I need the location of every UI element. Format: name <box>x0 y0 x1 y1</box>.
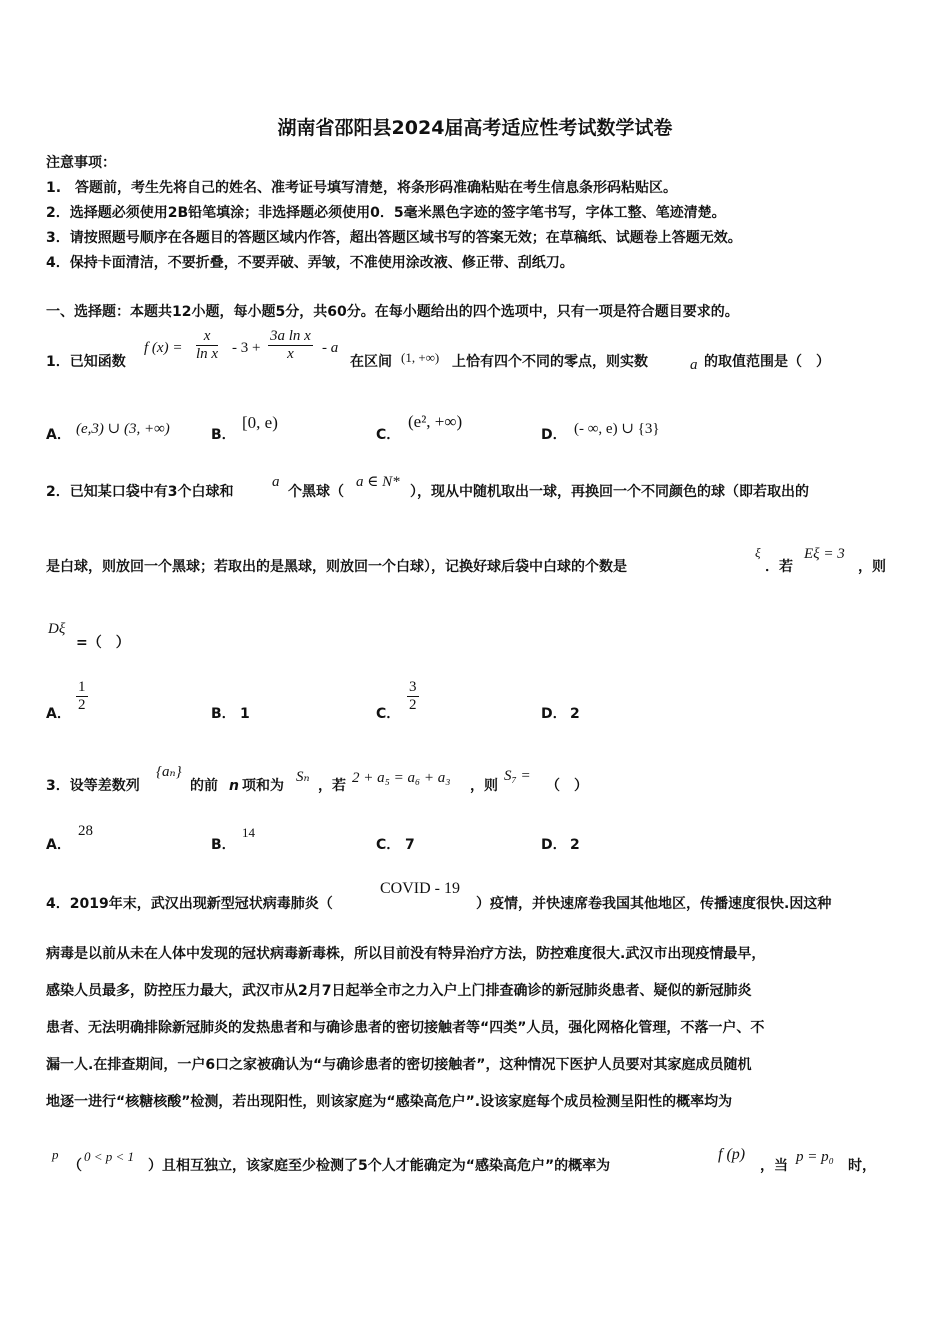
q3-prefix: 3．设等差数列 <box>46 778 140 794</box>
q2-dxi: Dξ <box>48 621 66 637</box>
q2-cond: a ∈ N* <box>356 474 400 490</box>
q4-p0: p = p₀ <box>796 1149 834 1165</box>
q2-option-a-num: 1 <box>78 679 86 695</box>
q2-option-c-num: 3 <box>409 679 417 695</box>
q1-tail: - a <box>322 340 339 356</box>
q4-line-6: 地逐一进行“核糖核酸”检测，若出现阳性，则该家庭为“感染高危户”.设该家庭每个成员检测呈阳性的概率均为 <box>46 1094 733 1110</box>
q4-p: p <box>52 1147 59 1162</box>
q2-option-b: 1 <box>240 706 250 722</box>
q2-option-d-label: D． <box>541 706 567 722</box>
q1-mid: - 3 + <box>232 340 261 356</box>
q4-line1-a: 4．2019年末，武汉出现新型冠状病毒肺炎（ <box>46 896 333 912</box>
notice-heading: 注意事项： <box>46 155 116 171</box>
q3-sn: Sₙ <box>296 769 310 785</box>
notice-item-4: 4．保持卡面清洁，不要折叠，不要弄破、弄皱，不准使用涂改液、修正带、刮纸刀。 <box>46 255 574 271</box>
q2-option-b-label: B． <box>211 706 236 722</box>
q2-line3: =（ ） <box>76 635 130 651</box>
q2-option-d: 2 <box>570 706 580 722</box>
q4-line7-a: ）且相互独立，该家庭至少检测了5个人才能确定为“感染高危户”的概率为 <box>148 1158 611 1174</box>
q3-option-a-label: A． <box>46 837 71 853</box>
q3-text4: ，若 <box>318 778 346 794</box>
q2-xi: ξ <box>755 545 761 560</box>
q1-frac1-den: ln x <box>196 346 219 362</box>
q3-text3: 项和为 <box>242 778 284 794</box>
q1-option-a-label: A． <box>46 427 71 443</box>
q3-text5: ，则 <box>470 778 498 794</box>
q3-option-b-label: B． <box>211 837 236 853</box>
q2-option-a <box>76 679 88 714</box>
q1-fx: f (x) = <box>144 340 183 356</box>
q1-frac1 <box>196 328 218 363</box>
q2-option-a-den: 2 <box>78 697 86 713</box>
q2-line1-b: 个黑球（ <box>288 484 344 500</box>
q4-line-2: 病毒是以前从未在人体中发现的冠状病毒新毒株，所以目前没有特异治疗方法，防控难度很大.武汉市出现疫情最早， <box>46 946 766 962</box>
q2-line1-a: 2．已知某口袋中有3个白球和 <box>46 484 234 500</box>
q1-frac1-num: x <box>196 328 218 346</box>
q3-option-b: 14 <box>242 825 255 840</box>
q1-text2: 在区间 <box>350 354 392 370</box>
notice-item-1: 1. 答题前，考生先将自己的姓名、准考证号填写清楚，将条形码准确粘贴在考生信息条形码粘贴区。 <box>46 180 678 196</box>
q4-line-3: 感染人员最多，防控压力最大，武汉市从2月7日起举全市之力入户上门排查确诊的新冠肺炎患者、疑似的新冠肺炎 <box>46 983 752 999</box>
q3-n: n <box>229 778 239 794</box>
q2-line2-c: ，则 <box>858 559 886 575</box>
section-heading: 一、选择题：本题共12小题，每小题5分，共60分。在每小题给出的四个选项中，只有一项是符合题目要求的。 <box>46 304 739 320</box>
q3-text6: （ ） <box>546 778 588 794</box>
q1-frac2-den: x <box>287 346 294 362</box>
q3-option-d: 2 <box>570 837 580 853</box>
q3-eq: 2 + a₅ = a₆ + a₃ <box>352 770 451 786</box>
page-title: 湖南省邵阳县2024届高考适应性考试数学试卷 <box>277 117 673 139</box>
q3-option-c: 7 <box>405 837 415 853</box>
q3-option-a: 28 <box>78 823 93 839</box>
q1-option-c: (e², +∞) <box>408 412 463 431</box>
q2-option-c-den: 2 <box>409 697 417 713</box>
q4-line7-b: ，当 <box>760 1158 788 1174</box>
q1-option-b: [0, e) <box>242 413 278 432</box>
q1-option-a: (e,3) ∪ (3, +∞) <box>76 421 170 437</box>
q2-line2-b: ．若 <box>765 559 793 575</box>
q1-option-b-label: B． <box>211 427 236 443</box>
q2-line2-a: 是白球，则放回一个黑球；若取出的是黑球，则放回一个白球），记换好球后袋中白球的个数是 <box>46 559 627 575</box>
q1-option-c-label: C． <box>376 427 401 443</box>
q1-var: a <box>690 357 698 373</box>
q4-fp: f (p) <box>718 1146 746 1163</box>
q4-range: 0 < p < 1 <box>84 1149 135 1164</box>
q2-a: a <box>272 474 280 490</box>
q4-paren-open: （ <box>68 1158 82 1174</box>
q1-prefix: 1．已知函数 <box>46 354 126 370</box>
q1-frac2 <box>268 328 313 363</box>
q3-text2: 的前 <box>190 778 218 794</box>
q3-seq: {aₙ} <box>156 764 182 780</box>
q2-exi: Eξ = 3 <box>804 546 845 562</box>
q4-line7-c: 时， <box>848 1158 876 1174</box>
q1-frac2-num: 3a ln x <box>270 328 311 344</box>
q2-option-c <box>407 679 419 714</box>
q1-option-d: (- ∞, e) ∪ {3} <box>574 421 660 437</box>
q4-covid: COVID - 19 <box>380 880 460 897</box>
q1-text3: 上恰有四个不同的零点，则实数 <box>452 354 648 370</box>
q4-line-4: 患者、无法明确排除新冠肺炎的发热患者和与确诊患者的密切接触者等“四类”人员，强化网格化管理，不落一户、不 <box>46 1020 765 1036</box>
q3-option-d-label: D． <box>541 837 567 853</box>
q2-option-a-label: A． <box>46 706 71 722</box>
q2-option-c-label: C． <box>376 706 401 722</box>
notice-item-2: 2．选择题必须使用2B铅笔填涂；非选择题必须使用0．5毫米黑色字迹的签字笔书写，字体工整、笔迹清楚。 <box>46 205 726 221</box>
q2-line1-c: ），现从中随机取出一球，再换回一个不同颜色的球（即若取出的 <box>410 484 809 500</box>
q1-text4: 的取值范围是（ ） <box>704 354 830 370</box>
q1-option-d-label: D． <box>541 427 567 443</box>
q4-line1-b: ）疫情，并快速席卷我国其他地区，传播速度很快.因这种 <box>476 896 832 912</box>
q1-interval: (1, +∞) <box>401 350 440 365</box>
q4-line-5: 漏一人.在排查期间，一户6口之家被确认为“与确诊患者的密切接触者”，这种情况下医护人员要对其家庭成员随机 <box>46 1057 752 1073</box>
notice-item-3: 3．请按照题号顺序在各题目的答题区域内作答，超出答题区域书写的答案无效；在草稿纸、试题卷上答题无效。 <box>46 230 742 246</box>
q3-s7: S₇ = <box>504 768 531 784</box>
q3-option-c-label: C． <box>376 837 401 853</box>
